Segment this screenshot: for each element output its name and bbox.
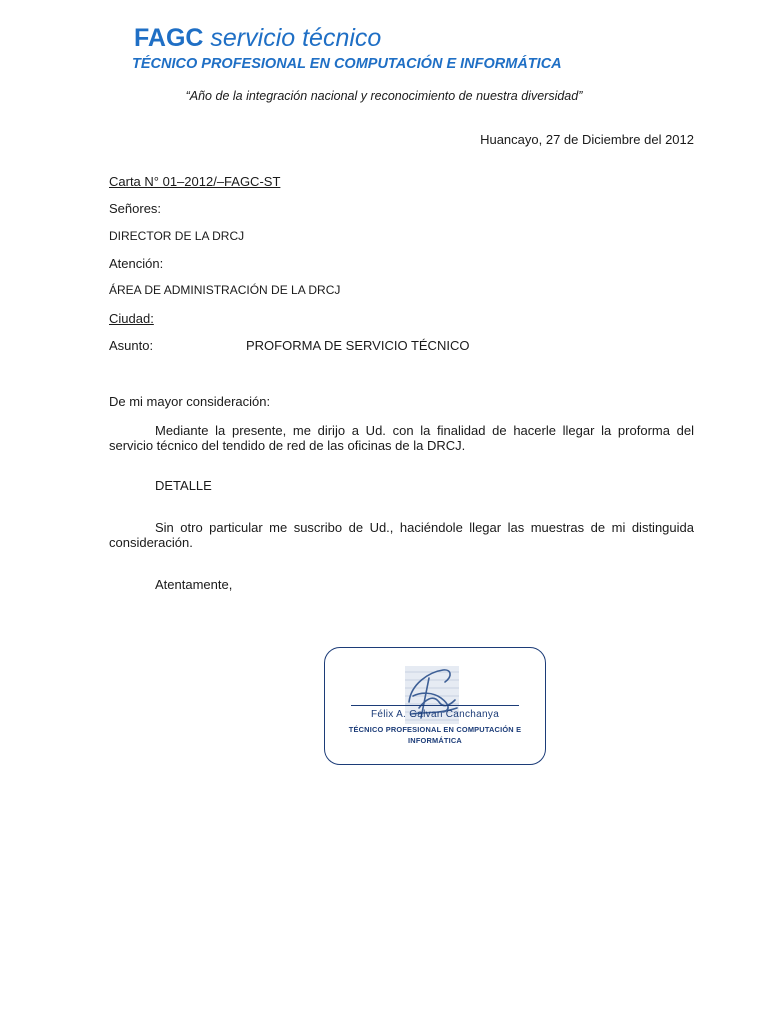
closing: Atentamente, bbox=[155, 577, 233, 592]
brand-name: FAGC bbox=[134, 24, 204, 52]
brand-subtitle: servicio técnico bbox=[210, 24, 382, 52]
body-paragraph-2: Sin otro particular me suscribo de Ud., haciéndole llegar las muestras de mi distinguida consideración. bbox=[109, 520, 694, 550]
subject-value: PROFORMA DE SERVICIO TÉCNICO bbox=[246, 338, 470, 353]
letter-date: Huancayo, 27 de Diciembre del 2012 bbox=[480, 132, 694, 147]
signature-block bbox=[324, 647, 546, 765]
signer-title: TÉCNICO PROFESIONAL EN COMPUTACIÓN E INFORMÁTICA bbox=[348, 725, 522, 745]
brand-tagline: TÉCNICO PROFESIONAL EN COMPUTACIÓN E INFORMÁTICA bbox=[132, 56, 562, 72]
signer-name: Félix A. Galvan Canchanya bbox=[370, 709, 500, 720]
salutation-label: Señores: bbox=[109, 201, 162, 216]
recipient: DIRECTOR DE LA DRCJ bbox=[109, 229, 245, 243]
body-paragraph-1: Mediante la presente, me dirijo a Ud. con la finalidad de hacerle llegar la proforma del servicio técnico del tendido de red de las oficinas de la DRCJ. bbox=[109, 423, 694, 453]
brand-header bbox=[134, 24, 381, 53]
year-motto: “Año de la integración nacional y reconocimiento de nuestra diversidad” bbox=[185, 89, 583, 103]
signature-line bbox=[351, 705, 519, 706]
greeting: De mi mayor consideración: bbox=[109, 394, 271, 409]
letter-number: Carta N° 01–2012/–FAGC-ST bbox=[109, 174, 281, 189]
subject-label: Asunto: bbox=[109, 338, 154, 353]
attention-label: Atención: bbox=[109, 256, 164, 271]
city-label: Ciudad: bbox=[109, 311, 154, 326]
detail-heading: DETALLE bbox=[155, 478, 212, 493]
attention-value: ÁREA DE ADMINISTRACIÓN DE LA DRCJ bbox=[109, 283, 341, 297]
